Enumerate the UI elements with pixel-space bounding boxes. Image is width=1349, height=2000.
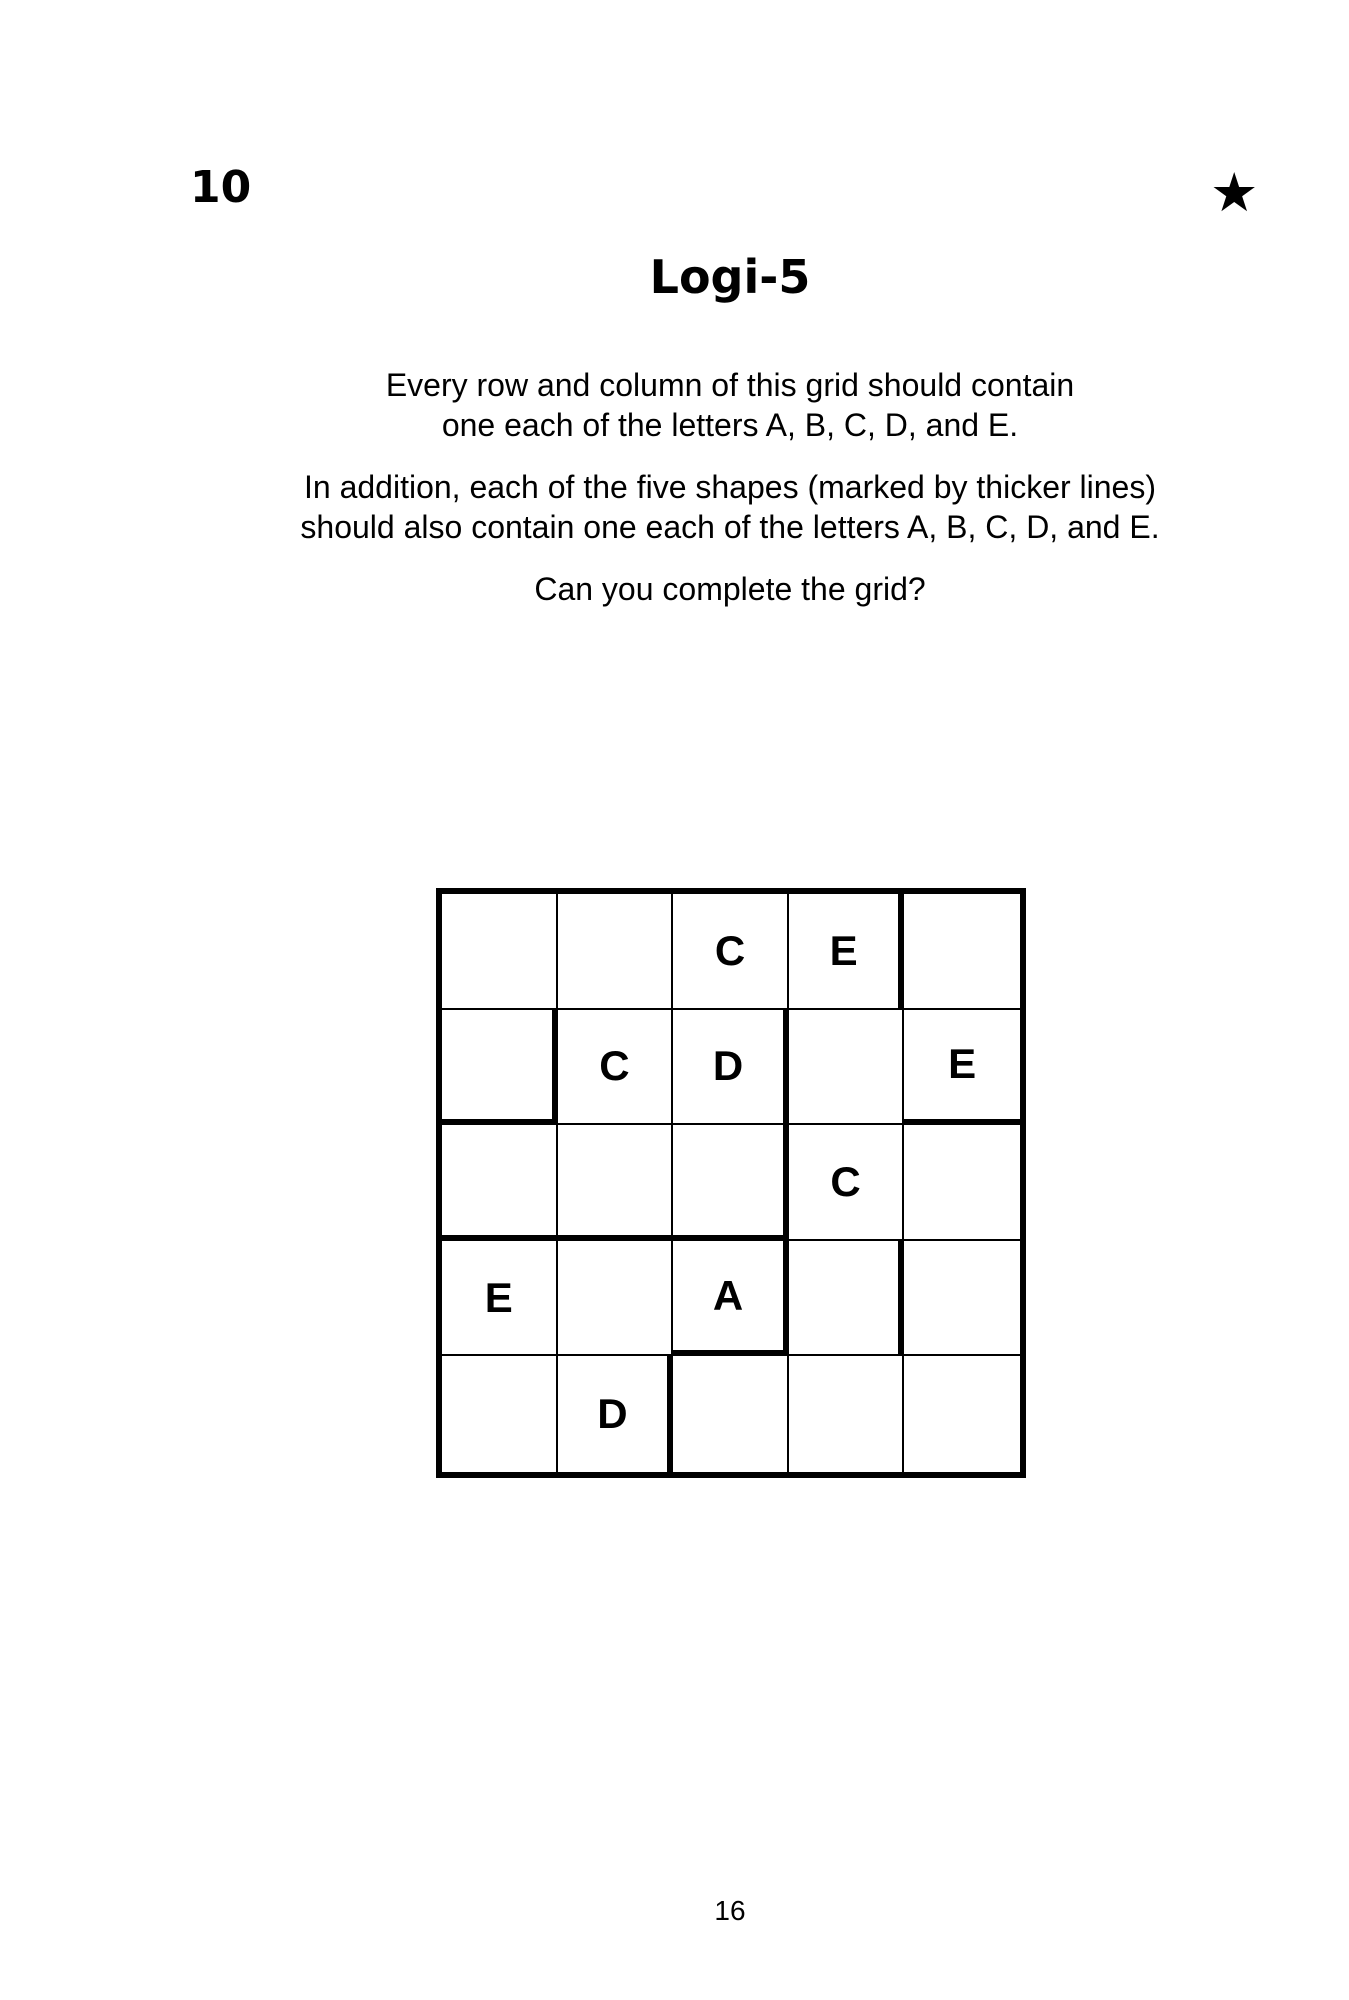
puzzle-number: 10 (190, 162, 252, 213)
instructions-paragraph-2 (0, 467, 1349, 547)
grid-cell[interactable] (442, 1010, 558, 1126)
grid-cell[interactable] (789, 1241, 905, 1357)
grid-cell[interactable] (673, 1125, 789, 1241)
grid-cell[interactable]: E (442, 1241, 558, 1357)
instructions-line-2: one each of the letters A, B, C, D, and E. (441, 407, 1019, 443)
grid-cell[interactable] (442, 894, 558, 1010)
grid-cell[interactable] (789, 1010, 905, 1126)
grid-cell[interactable]: C (673, 894, 789, 1010)
grid-cell[interactable] (673, 1356, 789, 1472)
grid-cell[interactable] (904, 894, 1020, 1010)
grid-cell[interactable]: A (673, 1241, 789, 1357)
page-number: 16 (714, 1895, 746, 1926)
puzzle-title: Logi-5 (649, 250, 811, 304)
instructions (0, 365, 1349, 631)
instructions-paragraph-3 (0, 569, 1349, 609)
grid-cell[interactable] (789, 1356, 905, 1472)
grid-cell[interactable] (904, 1356, 1020, 1472)
grid-cell[interactable]: C (558, 1010, 674, 1126)
grid-cell[interactable] (442, 1125, 558, 1241)
grid-cell[interactable]: E (789, 894, 905, 1010)
grid-cell[interactable]: C (789, 1125, 905, 1241)
grid-cell[interactable]: E (904, 1010, 1020, 1126)
instructions-paragraph-1 (0, 365, 1349, 445)
grid-cell[interactable] (558, 1241, 674, 1357)
grid-cell[interactable] (904, 1241, 1020, 1357)
grid-cell[interactable] (442, 1356, 558, 1472)
star-icon: ★ (1210, 161, 1259, 224)
grid-cell[interactable]: D (558, 1356, 674, 1472)
instructions-line-1: Every row and column of this grid should contain (385, 367, 1075, 403)
puzzle-grid (436, 888, 1026, 1478)
instructions-line-4: should also contain one each of the letters A, B, C, D, and E. (300, 509, 1160, 545)
grid-cell[interactable] (558, 1125, 674, 1241)
grid-cell[interactable] (558, 894, 674, 1010)
grid-cell[interactable]: D (673, 1010, 789, 1126)
instructions-line-5: Can you complete the grid? (534, 571, 926, 607)
instructions-line-3: In addition, each of the five shapes (marked by thicker lines) (304, 469, 1156, 505)
grid-cell[interactable] (904, 1125, 1020, 1241)
